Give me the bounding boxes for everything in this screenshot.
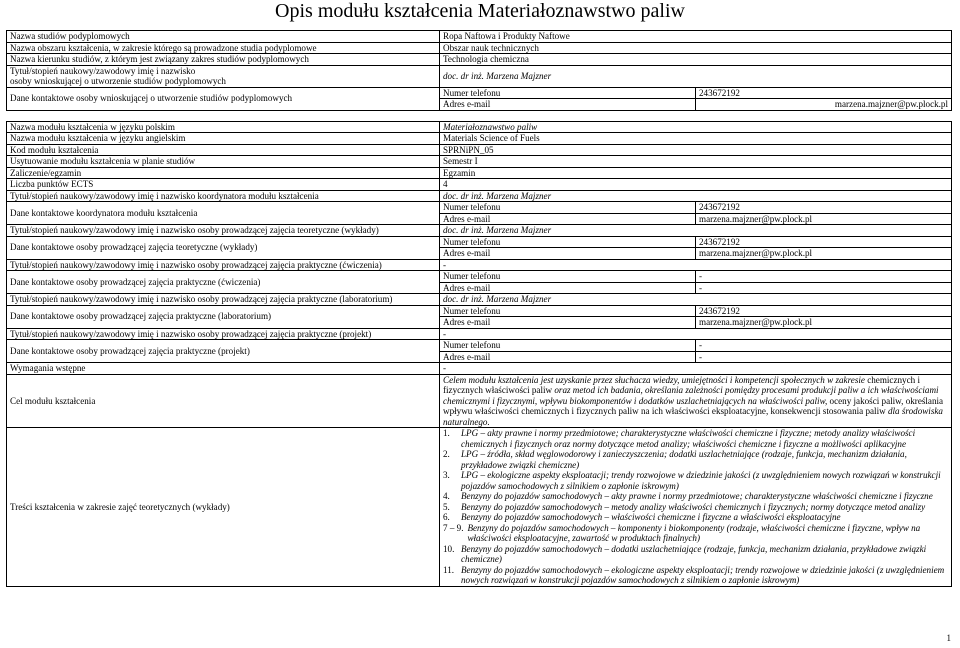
email-value: marzena.majzner@pw.plock.pl <box>696 99 952 111</box>
content-list-cell <box>440 428 952 587</box>
lab-teacher-name: doc. dr inż. Marzena Majzner <box>440 294 952 306</box>
field-value: Materiałoznawstwo paliw <box>440 121 952 133</box>
list-item <box>443 512 948 523</box>
table-row <box>7 428 952 587</box>
list-item-text: Benzyny do pojazdów samochodowych – właściwości chemiczne i fizyczne a właściwości eksploatacyjne <box>461 512 841 522</box>
table-row <box>7 305 952 317</box>
phone-label: Numer telefonu <box>440 340 696 352</box>
table-row <box>7 202 952 214</box>
content-list <box>443 428 948 586</box>
list-item-number: 6. <box>443 512 450 522</box>
list-item-number: 1. <box>443 428 450 438</box>
phone-label: Numer telefonu <box>440 87 696 99</box>
project-teacher-name: - <box>440 328 952 340</box>
lab-teacher-label: Tytuł/stopień naukowy/zawodowy imię i nazwisko osoby prowadzącej zajęcia praktyczne (laboratorium) <box>7 294 440 306</box>
table-row <box>7 87 952 99</box>
list-item-text: LPG – źródła, skład węglowodorowy i zanieczyszczenia; dodatki uszlachetniające (rodzaje, funkcja, mechanizm działania, przykładowe związki chemiczne) <box>461 449 907 470</box>
goal-label: Cel modułu kształcenia <box>7 374 440 428</box>
exercise-teacher-name: - <box>440 259 952 271</box>
goal-text <box>440 374 952 428</box>
phone-label: Numer telefonu <box>440 236 696 248</box>
goal-text-part: oraz metod ich badania, określania zależności pomiędzy procesami produkcji paliw a ich właściwościami chemicznymi i fizycznymi, wpływu biokomponentów i dodatków uszlachetniających na właściwości paliw, <box>443 385 939 406</box>
table-row <box>7 225 952 237</box>
applicant-name: doc. dr inż. Marzena Majzner <box>440 65 952 87</box>
coordinator-label: Tytuł/stopień naukowy/zawodowy imię i nazwisko koordynatora modułu kształcenia <box>7 190 440 202</box>
list-item-number: 10. <box>443 543 455 554</box>
email-label: Adres e-mail <box>440 351 696 363</box>
table-row <box>7 236 952 248</box>
list-item-number: 4. <box>443 491 450 501</box>
page-title: Opis modułu kształcenia Materiałoznawstwo paliw <box>275 0 685 22</box>
field-value: 4 <box>440 179 952 191</box>
coordinator-contact-label: Dane kontaktowe koordynatora modułu kształcenia <box>7 202 440 225</box>
list-item <box>443 470 948 491</box>
field-label: Liczba punktów ECTS <box>7 179 440 191</box>
list-item <box>443 523 948 544</box>
email-label: Adres e-mail <box>440 248 696 260</box>
phone-label: Numer telefonu <box>440 202 696 214</box>
list-item-number: 2. <box>443 449 450 459</box>
field-label: Nazwa modułu kształcenia w języku angielskim <box>7 133 440 145</box>
field-label: Nazwa studiów podyplomowych <box>7 31 440 43</box>
table-row <box>7 54 952 66</box>
list-item-text: LPG – ekologiczne aspekty eksploatacji; trendy rozwojowe w dziedzinie jakości (z uwzględnieniem nowych rozwiązań w konstrukcji pojazdów samochodowych z silnikiem o zapłonie iskrowym) <box>461 470 941 491</box>
field-label: Nazwa obszaru kształcenia, w zakresie którego są prowadzone studia podyplomowe <box>7 42 440 54</box>
module-table <box>6 121 952 587</box>
project-contact-label: Dane kontaktowe osoby prowadzącej zajęcia praktyczne (projekt) <box>7 340 440 363</box>
phone-value: - <box>696 271 952 283</box>
table-row <box>7 363 952 375</box>
goal-text-part: dla środowiska naturalnego. <box>443 406 943 427</box>
table-row <box>7 179 952 191</box>
table-row <box>7 271 952 283</box>
list-item-text: Benzyny do pojazdów samochodowych – akty prawne i normy przedmiotowe; charakterystyczne właściwości chemiczne i fizyczne <box>461 491 933 501</box>
document-page <box>6 30 952 587</box>
phone-value: 243672192 <box>696 87 952 99</box>
studies-header-table <box>6 30 952 111</box>
list-item-number: 3. <box>443 470 450 480</box>
field-value: Semestr I <box>440 156 952 168</box>
list-item-text: Benzyny do pojazdów samochodowych – dodatki uszlachetniające (rodzaje, funkcja, mechanizm działania, przykładowe związki chemiczne) <box>461 543 927 564</box>
list-item <box>443 544 948 565</box>
phone-value: 243672192 <box>696 202 952 214</box>
table-row <box>7 121 952 133</box>
email-value: marzena.majzner@pw.plock.pl <box>696 317 952 329</box>
list-item-text: LPG – akty prawne i normy przedmiotowe; charakterystyczne właściwości chemiczne i fizyczne; metody analizy właściwości chemicznych i fizycznych oraz normy dotyczące metod analizy; właściwości chemiczne i fizyczne a możliwości aplikacyjne <box>461 428 916 449</box>
list-item <box>443 449 948 470</box>
list-item-number: 5. <box>443 501 450 512</box>
list-item <box>443 491 948 502</box>
content-label: Treści kształcenia w zakresie zajęć teoretycznych (wykłady) <box>7 428 440 587</box>
phone-value: - <box>696 340 952 352</box>
applicant-title-label <box>7 65 440 87</box>
field-label: Kod modułu kształcenia <box>7 144 440 156</box>
table-row <box>7 65 952 87</box>
table-row <box>7 31 952 43</box>
field-label: Nazwa kierunku studiów, z którym jest związany zakres studiów podyplomowych <box>7 54 440 66</box>
exercise-contact-label: Dane kontaktowe osoby prowadzącej zajęcia praktyczne (ćwiczenia) <box>7 271 440 294</box>
table-row <box>7 167 952 179</box>
phone-value: 243672192 <box>696 305 952 317</box>
table-row <box>7 42 952 54</box>
field-value: Egzamin <box>440 167 952 179</box>
list-item-text: Benzyny do pojazdów samochodowych – ekologiczne aspekty eksploatacji; trendy rozwojowe w dziedzinie jakości (z uwzględnieniem nowych rozwiązań w konstrukcji pojazdów samochodowych z silnikiem o zapłonie iskrowym) <box>461 564 945 585</box>
lecture-teacher-name: doc. dr inż. Marzena Majzner <box>440 225 952 237</box>
list-item-text: Benzyny do pojazdów samochodowych – komponenty i biokomponenty (rodzaje, właściwości chemiczne i fizyczne, wpływ na właściwości eksploatacyjne, zawartość w produktach finalnych) <box>467 522 921 543</box>
email-value: - <box>696 282 952 294</box>
email-value: marzena.majzner@pw.plock.pl <box>696 213 952 225</box>
lab-contact-label: Dane kontaktowe osoby prowadzącej zajęcia praktyczne (laboratorium) <box>7 305 440 328</box>
field-label: Zaliczenie/egzamin <box>7 167 440 179</box>
email-label: Adres e-mail <box>440 282 696 294</box>
goal-text-part: chemicznych i fizycznych właściwości paliw <box>443 374 920 395</box>
field-label: Nazwa modułu kształcenia w języku polskim <box>7 121 440 133</box>
email-value: - <box>696 351 952 363</box>
goal-text-part: Celem modułu kształcenia jest uzyskanie przez słuchacza wiedzy, umiejętności i kompetencji społecznych w zakresie <box>443 374 865 385</box>
phone-label: Numer telefonu <box>440 271 696 283</box>
prerequisites-label: Wymagania wstępne <box>7 363 440 375</box>
list-item <box>443 428 948 449</box>
lecture-teacher-label: Tytuł/stopień naukowy/zawodowy imię i nazwisko osoby prowadzącej zajęcia teoretyczne (wykłady) <box>7 225 440 237</box>
applicant-title-label-line1: Tytuł/stopień naukowy/zawodowy imię i nazwisko <box>10 65 196 76</box>
list-item <box>443 502 948 513</box>
lecture-contact-label: Dane kontaktowe osoby prowadzącej zajęcia teoretyczne (wykłady) <box>7 236 440 259</box>
prerequisites-value: - <box>440 363 952 375</box>
field-value: Technologia chemiczna <box>440 54 952 66</box>
goal-text-part: oceny jakości paliw, określania wpływu właściwości chemicznych i fizycznych paliw na ich właściwości eksploatacyjne, konsekwencji stosowania paliw <box>443 395 944 416</box>
applicant-title-label-line2: osoby wnioskującej o utworzenie studiów podyplomowych <box>10 76 226 86</box>
coordinator-name: doc. dr inż. Marzena Majzner <box>440 190 952 202</box>
page-number: 1 <box>946 633 951 643</box>
table-row <box>7 259 952 271</box>
field-value: Obszar nauk technicznych <box>440 42 952 54</box>
field-value: SPRNiPN_05 <box>440 144 952 156</box>
table-row <box>7 374 952 428</box>
table-row <box>7 144 952 156</box>
email-label: Adres e-mail <box>440 99 696 111</box>
field-label: Usytuowanie modułu kształcenia w planie studiów <box>7 156 440 168</box>
table-row <box>7 328 952 340</box>
exercise-teacher-label: Tytuł/stopień naukowy/zawodowy imię i nazwisko osoby prowadzącej zajęcia praktyczne (ćwiczenia) <box>7 259 440 271</box>
email-value: marzena.majzner@pw.plock.pl <box>696 248 952 260</box>
applicant-contact-label: Dane kontaktowe osoby wnioskującej o utworzenie studiów podyplomowych <box>7 87 440 110</box>
email-label: Adres e-mail <box>440 317 696 329</box>
table-row <box>7 340 952 352</box>
email-label: Adres e-mail <box>440 213 696 225</box>
table-row <box>7 133 952 145</box>
phone-value: 243672192 <box>696 236 952 248</box>
list-item-number: 11. <box>443 564 455 575</box>
list-item <box>443 565 948 586</box>
table-row <box>7 156 952 168</box>
field-value: Materials Science of Fuels <box>440 133 952 145</box>
list-item-number: 7 – 9. <box>443 522 464 533</box>
table-row <box>7 190 952 202</box>
field-value: Ropa Naftowa i Produkty Naftowe <box>440 31 952 43</box>
table-row <box>7 294 952 306</box>
phone-label: Numer telefonu <box>440 305 696 317</box>
list-item-text: Benzyny do pojazdów samochodowych – metody analizy właściwości chemicznych i fizycznych; normy dotyczące metod analizy <box>461 501 926 512</box>
project-teacher-label: Tytuł/stopień naukowy/zawodowy imię i nazwisko osoby prowadzącej zajęcia praktyczne (projekt) <box>7 328 440 340</box>
